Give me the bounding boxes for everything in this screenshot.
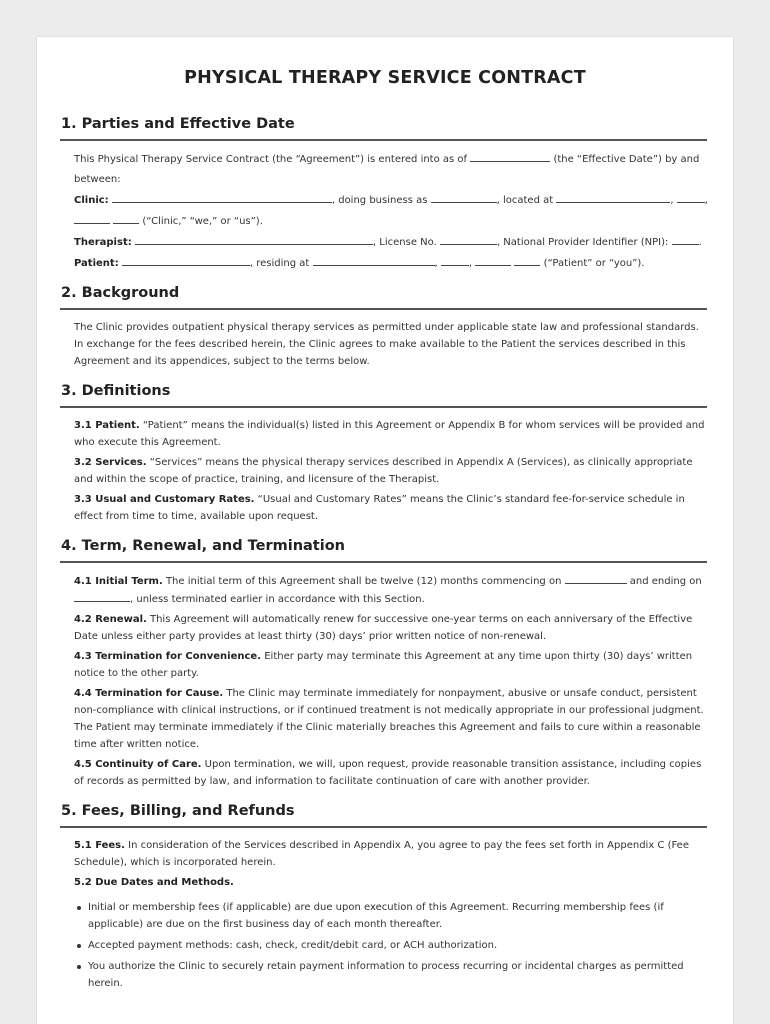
clinic-line	[74, 212, 706, 230]
clause-text: “Patient” means the individual(s) listed in this Agreement or Appendix B for whom services will be provided and who execute this Agreement.	[74, 420, 705, 448]
clause-text: This Agreement will automatically renew for successive one-year terms on each anniversary of the Effective Date unless either party provides at least thirty (30) days’ prior written notice of non-renewal.	[74, 614, 693, 642]
dba-field[interactable]	[431, 191, 497, 203]
patient-address-field[interactable]	[313, 254, 435, 266]
intro-text: between:	[74, 174, 121, 185]
patient-label: Patient:	[74, 258, 119, 269]
section-heading: 5. Fees, Billing, and Refunds	[60, 801, 707, 828]
intro-line	[74, 150, 706, 168]
clause-label: 5.1 Fees.	[74, 840, 125, 851]
section-definitions	[60, 381, 707, 525]
section-body	[74, 150, 706, 272]
clause-fees	[74, 837, 706, 871]
clause-text: and ending on	[629, 576, 702, 587]
patient-zip-field[interactable]	[514, 254, 540, 266]
clause-label: 4.4 Termination for Cause.	[74, 688, 224, 699]
section-heading: 2. Background	[60, 283, 707, 310]
license-text: , License No.	[372, 237, 437, 248]
located-text: , located at	[496, 195, 554, 206]
clause-due-dates	[74, 874, 706, 891]
clause-label: 4.1 Initial Term.	[74, 576, 163, 587]
clause-text: The initial term of this Agreement shall be twelve (12) months commencing on	[165, 576, 562, 587]
clause-label: 4.3 Termination for Convenience.	[74, 651, 262, 662]
clinic-label: Clinic:	[74, 195, 109, 206]
clause-text: Either party may terminate this Agreement at any time upon thirty (30) days’ written notice to the other party.	[74, 651, 693, 679]
section-parties	[60, 114, 707, 272]
definition-rates	[74, 491, 706, 525]
therapist-line	[74, 233, 706, 251]
clinic-line	[74, 191, 706, 209]
clause-label: 4.2 Renewal.	[74, 614, 147, 625]
clause-text: In consideration of the Services described in Appendix A, you agree to pay the fees set forth in Appendix C (Fee Schedule), which is incorporated herein.	[74, 840, 689, 868]
clause-termination-cause	[74, 685, 706, 753]
intro-text: This Physical Therapy Service Contract (the “Agreement”) is entered into as of	[74, 154, 468, 165]
end-date-field[interactable]	[74, 590, 130, 602]
list-item: Accepted payment methods: cash, check, credit/debit card, or ACH authorization.	[88, 937, 706, 954]
clause-text: “Usual and Customary Rates” means the Clinic’s standard fee-for-service schedule in effect from time to time, available upon request.	[74, 494, 685, 522]
comma: ,	[434, 258, 438, 269]
therapist-label: Therapist:	[74, 237, 132, 248]
npi-text: , National Provider Identifier (NPI):	[496, 237, 669, 248]
therapist-name-field[interactable]	[135, 233, 373, 245]
comma: ,	[468, 258, 473, 269]
clinic-address-field[interactable]	[556, 191, 670, 203]
section-term	[60, 536, 707, 790]
section-heading: 4. Term, Renewal, and Termination	[60, 536, 707, 563]
clause-renewal	[74, 611, 706, 645]
comma: ,	[670, 195, 674, 206]
clause-initial-term	[74, 572, 706, 608]
clause-text: , unless terminated earlier in accordance with this Section.	[130, 594, 425, 605]
npi-field[interactable]	[672, 233, 699, 245]
residing-text: , residing at	[249, 258, 310, 269]
clause-label: 3.2 Services.	[74, 457, 147, 468]
comma: ,	[704, 195, 708, 206]
background-text: The Clinic provides outpatient physical therapy services as permitted under applicable state law and professional standards. In exchange for the fees described herein, the Clinic agrees to make available to the Patient the services described in this Agreement and its appendices, subject to the terms below.	[74, 322, 699, 367]
clinic-alias-text: (“Clinic,” “we,” or “us”).	[142, 216, 263, 227]
section-body	[74, 572, 706, 790]
dba-text: , doing business as	[331, 195, 428, 206]
clause-text: “Services” means the physical therapy services described in Appendix A (Services), as clinically appropriate and within the scope of practice, training, and licensure of the Therapist.	[74, 457, 693, 485]
patient-name-field[interactable]	[122, 254, 250, 266]
section-heading: 1. Parties and Effective Date	[60, 114, 707, 141]
clause-termination-convenience	[74, 648, 706, 682]
clause-label: 3.3 Usual and Customary Rates.	[74, 494, 255, 505]
clause-continuity	[74, 756, 706, 790]
clause-label: 4.5 Continuity of Care.	[74, 759, 202, 770]
contract-page	[37, 37, 733, 1024]
clinic-zip-field[interactable]	[113, 212, 139, 224]
section-fees	[60, 801, 707, 992]
section-body	[74, 837, 706, 992]
clinic-state-field[interactable]	[74, 212, 110, 224]
list-item: You authorize the Clinic to securely retain payment information to process recurring or incidental charges as permitted herein.	[88, 958, 706, 992]
section-body	[74, 417, 706, 525]
definition-services	[74, 454, 706, 488]
clause-label: 5.2 Due Dates and Methods.	[74, 877, 234, 888]
patient-alias-text: (“Patient” or “you”).	[543, 258, 645, 269]
clause-label: 3.1 Patient.	[74, 420, 140, 431]
start-date-field[interactable]	[565, 572, 627, 584]
clause-text: The Clinic may terminate immediately for nonpayment, abusive or unsafe conduct, persistent non-compliance with clinical instructions, or if continued treatment is not medically appropriate in our professional judgment. The Patient may terminate immediately if the Clinic materially breaches this Agreement and fails to cure within a reasonable time after written notice.	[74, 688, 704, 750]
clinic-name-field[interactable]	[112, 191, 332, 203]
license-field[interactable]	[440, 233, 497, 245]
payment-list	[74, 899, 706, 992]
list-item: Initial or membership fees (if applicable) are due upon execution of this Agreement. Recurring membership fees (if applicable) are due on the first business day of each month thereafter.	[88, 899, 706, 933]
section-heading: 3. Definitions	[60, 381, 707, 408]
definition-patient	[74, 417, 706, 451]
section-body	[74, 319, 706, 370]
patient-city-field[interactable]	[441, 254, 469, 266]
section-background	[60, 283, 707, 370]
effective-date-field[interactable]	[470, 150, 550, 162]
period: .	[698, 237, 702, 248]
patient-line	[74, 254, 706, 272]
intro-text: (the “Effective Date”) by and	[553, 154, 700, 165]
document-title: PHYSICAL THERAPY SERVICE CONTRACT	[184, 68, 586, 88]
clause-text: Upon termination, we will, upon request, provide reasonable transition assistance, including copies of records as permitted by law, and information to facilitate continuation of care with another provider.	[74, 759, 702, 787]
intro-line	[74, 171, 706, 188]
clinic-city-field[interactable]	[677, 191, 705, 203]
patient-state-field[interactable]	[475, 254, 511, 266]
